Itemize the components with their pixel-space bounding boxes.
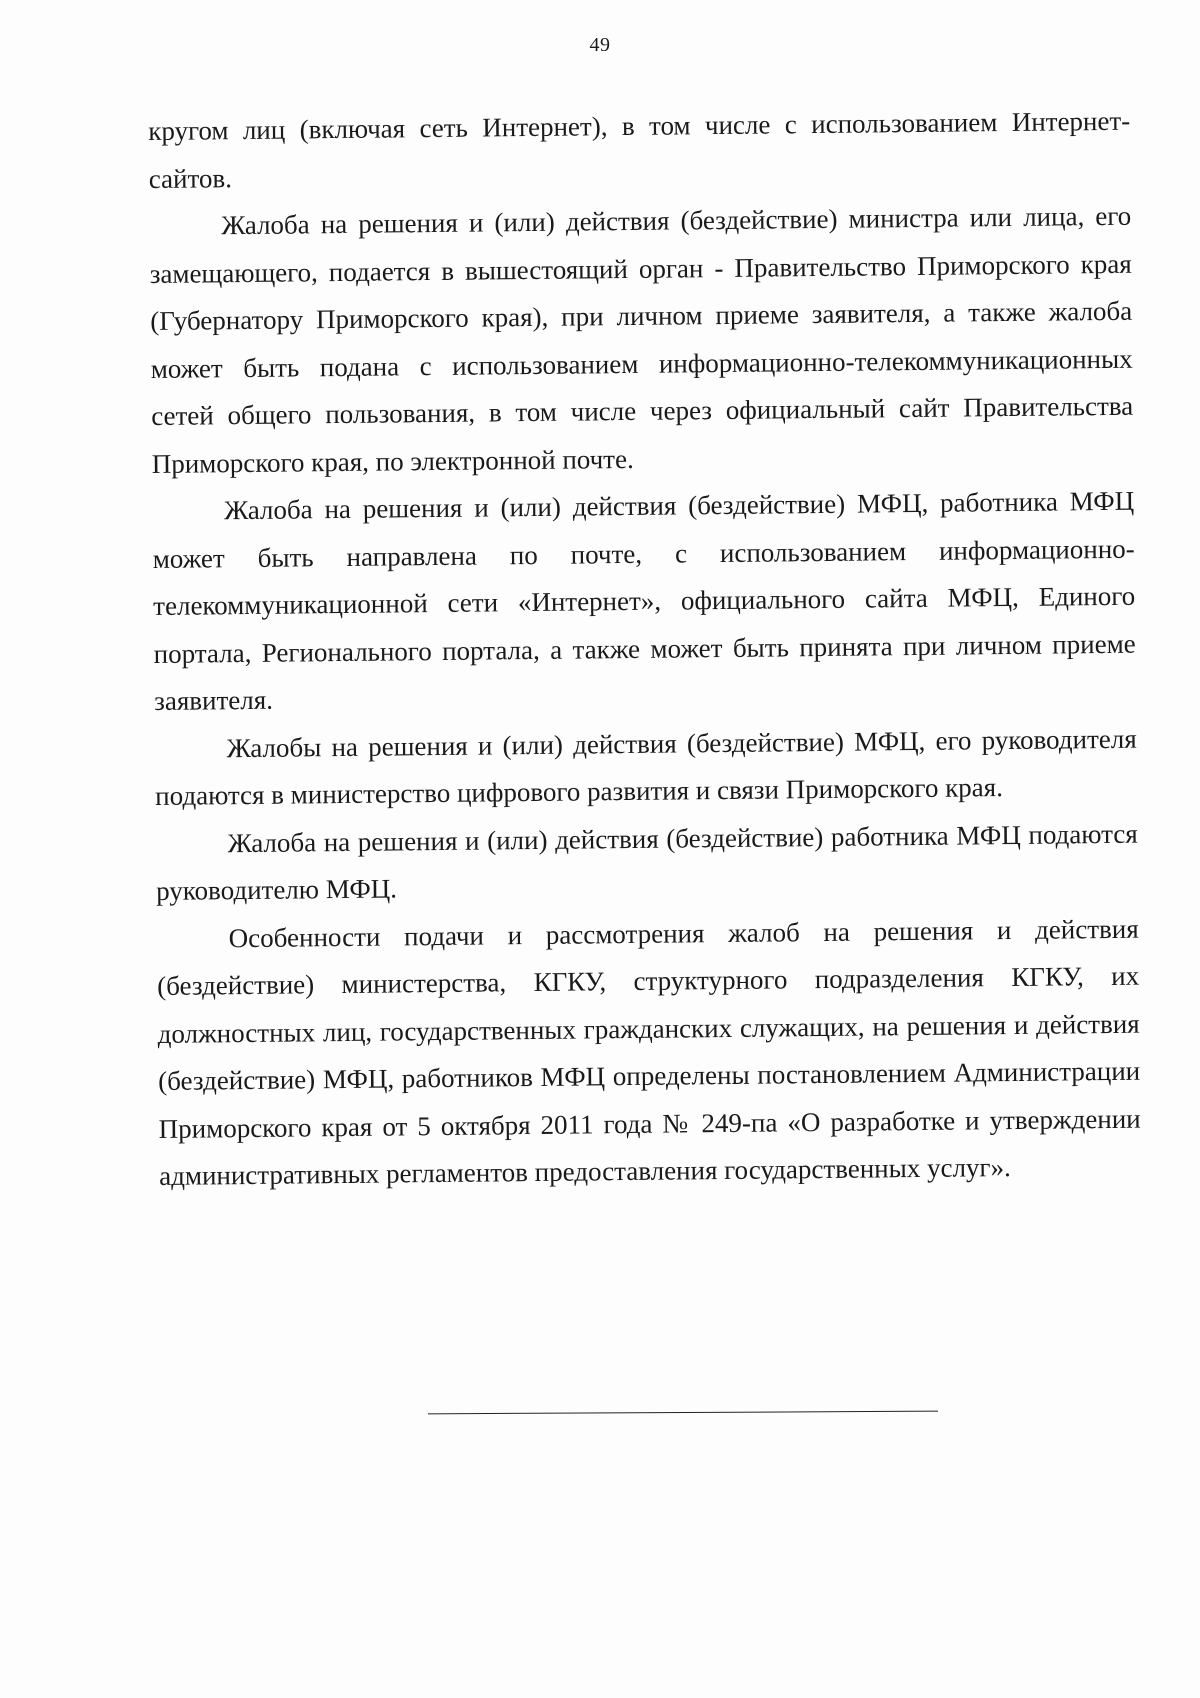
paragraph-continuation: кругом лиц (включая сеть Интернет), в том числе с использованием Интернет-сайтов.: [148, 105, 1131, 194]
paragraph-procedure-features: Особенности подачи и рассмотрения жалоб на решения и действия (бездействие) министерства, КГКУ, структурного подразделения КГКУ, их должностных лиц, государственных гражданских служащих, на решения и действия (бездействие) МФЦ, работников МФЦ определены постановлением Администрации Приморского края от 5 октября 2011 года № 249-па «О разработке и утверждении административных регламентов предоставления государственных услуг».: [157, 913, 1141, 1191]
page-number: 49: [589, 34, 611, 56]
end-of-text-rule: [428, 1411, 938, 1415]
paragraph-complaint-to-mfc-head: Жалоба на решения и (или) действия (бездействие) работника МФЦ подаются руководителю МФЦ.: [156, 818, 1138, 906]
paragraph-complaint-mfc-worker: Жалоба на решения и (или) действия (бездействие) МФЦ, работника МФЦ может быть направлена по почте, с использованием информационно-телекоммуникационной сети «Интернет», официального сайта МФЦ, Единого портала, Регионального портала, а также может быть принята при личном приеме заявителя.: [152, 485, 1136, 716]
document-body: [148, 98, 1141, 1201]
paragraph-complaint-minister: Жалоба на решения и (или) действия (бездействие) министра или лица, его замещающего, подается в вышестоящий орган - Правительство Приморского края (Губернатору Приморского края), при личном приеме заявителя, а также жалоба может быть подана с использованием информационно-телекоммуникационных сетей общего пользования, в том числе через официальный сайт Правительства Приморского края, по электронной почте.: [149, 200, 1134, 479]
paragraph-complaint-mfc-head: Жалобы на решения и (или) действия (бездействие) МФЦ, его руководителя подаются в министерство цифрового развития и связи Приморского края.: [155, 723, 1137, 811]
